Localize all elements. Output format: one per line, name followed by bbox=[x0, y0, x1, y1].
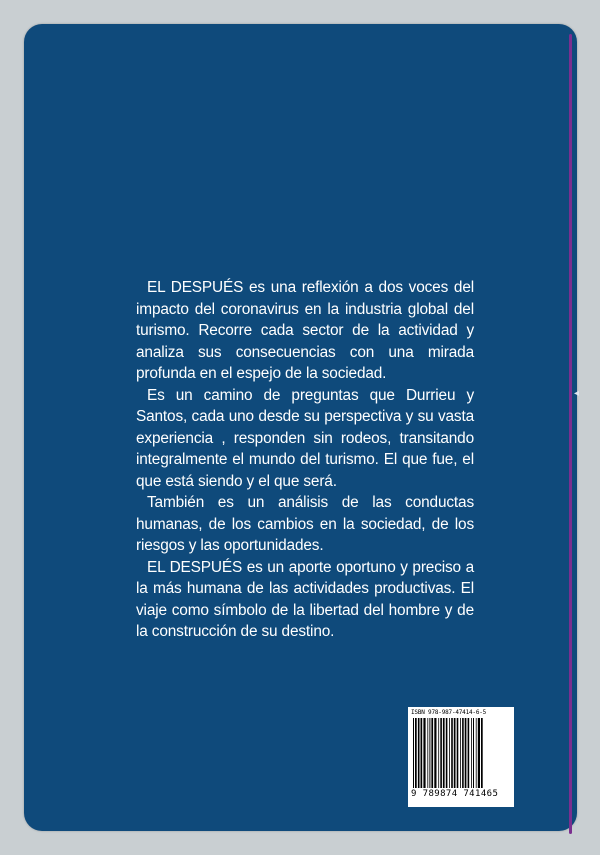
blurb-paragraph-3: También es un análisis de las conductas humanas, de los cambios en la sociedad, de los riesgos y las oportunidades. bbox=[136, 494, 474, 554]
barcode-bar bbox=[478, 718, 480, 788]
barcode-bar bbox=[434, 718, 436, 788]
barcode-bar bbox=[465, 718, 467, 788]
spine-accent-line bbox=[569, 34, 572, 834]
barcode-bar bbox=[462, 718, 464, 788]
barcode-bar bbox=[468, 718, 470, 788]
barcode-bar bbox=[415, 718, 417, 788]
barcode-bar bbox=[476, 718, 477, 788]
blurb-paragraph-4: EL DESPUÉS es un aporte oportuno y preciso a la más humana de las actividades productivas. El viaje como símbolo de la libertad del hombre y de la construcción de su destino. bbox=[136, 558, 474, 640]
barcode-bar bbox=[421, 718, 423, 788]
barcode-bar bbox=[457, 718, 459, 788]
barcode-bar bbox=[446, 718, 448, 788]
small-mark-icon: ◂ bbox=[574, 388, 580, 399]
barcode-bar bbox=[427, 718, 428, 788]
blurb-paragraph-2: Es un camino de preguntas que Durrieu y Santos, cada uno desde su perspectiva y su vasta experiencia , responden sin rodeos, transitando integralmente el mundo del turismo. El que fue, el que está siendo y el que será. bbox=[136, 386, 474, 490]
barcode-bar bbox=[440, 718, 442, 788]
barcode-bars bbox=[411, 718, 511, 788]
barcode-bar bbox=[413, 718, 414, 788]
barcode-bar bbox=[451, 718, 453, 788]
barcode-bar bbox=[418, 718, 420, 788]
barcode-bar bbox=[449, 718, 450, 788]
isbn-label: ISBN 978-987-47414-6-5 bbox=[411, 709, 487, 716]
barcode-bar bbox=[431, 718, 433, 788]
barcode-bar bbox=[438, 718, 439, 788]
barcode-digits: 9 789874 741465 bbox=[411, 789, 499, 799]
isbn-barcode bbox=[408, 707, 514, 807]
barcode-bar bbox=[454, 718, 456, 788]
barcode-bar bbox=[423, 718, 425, 788]
barcode-bar bbox=[473, 718, 474, 788]
barcode-bar bbox=[443, 718, 445, 788]
barcode-bar bbox=[460, 718, 461, 788]
barcode-bar bbox=[481, 718, 483, 788]
barcode-bar bbox=[429, 718, 430, 788]
blurb-paragraph-1: EL DESPUÉS es una reflexión a dos voces del impacto del coronavirus en la industria global del turismo. Recorre cada sector de la actividad y analiza sus consecuencias con una mirada profunda en el espejo de la sociedad. bbox=[136, 279, 474, 382]
back-cover-blurb bbox=[136, 277, 474, 643]
barcode-bar bbox=[471, 718, 472, 788]
